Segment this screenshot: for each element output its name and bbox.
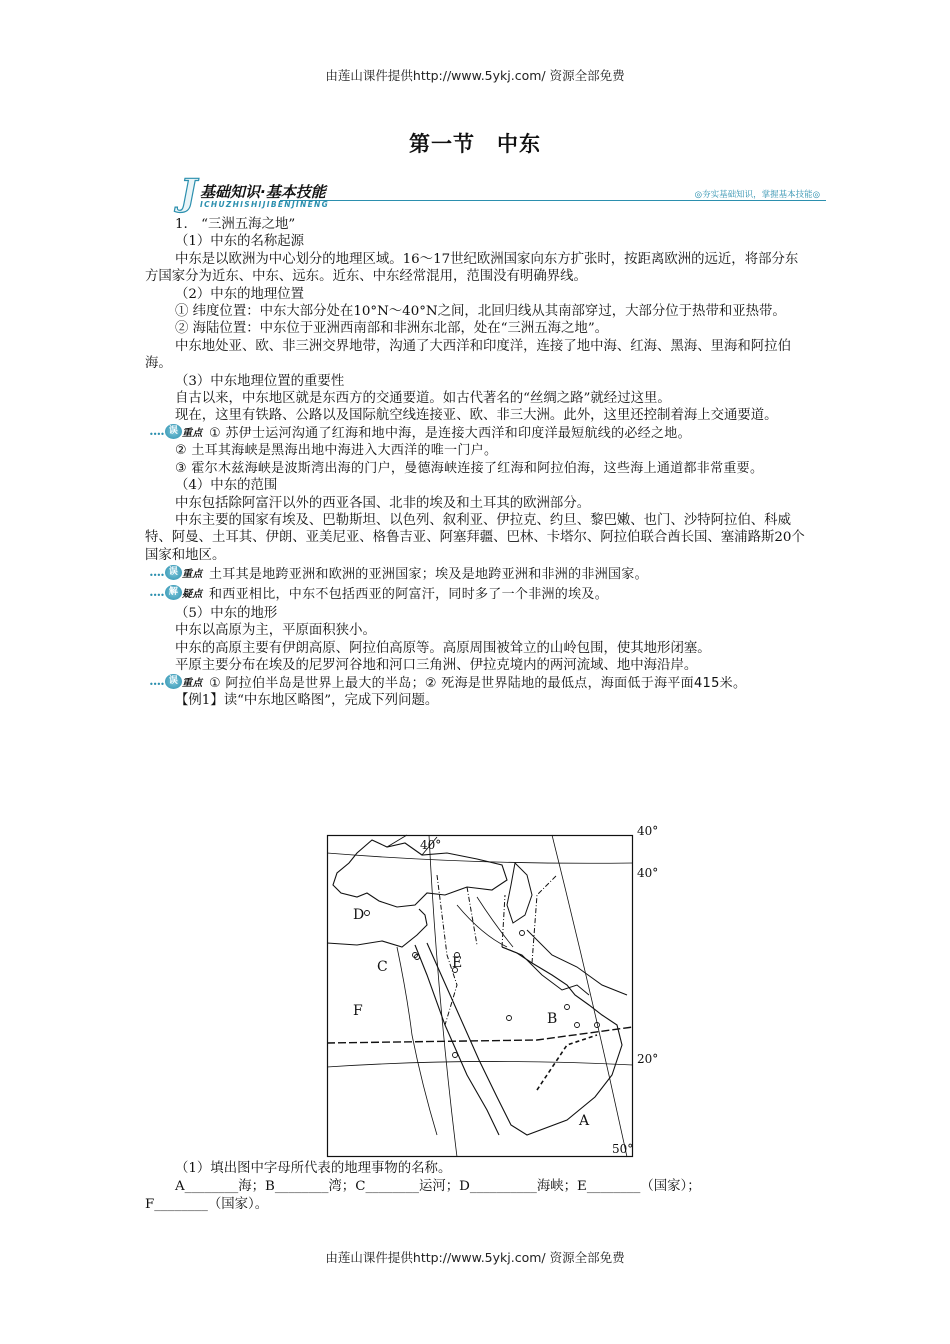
banner-title: 基础知识·基本技能 [200, 183, 326, 201]
paragraph: 现在，这里有铁路、公路以及国际航空线连接亚、欧、非三大洲。此外，这里还控制着海上交通要道。 [175, 408, 778, 424]
map-frame [328, 836, 633, 1157]
map-label-B: B [547, 1011, 558, 1027]
tip-text: 土耳其是地跨亚洲和欧洲的亚洲国家；埃及是地跨亚洲和非洲的非洲国家。 [209, 567, 648, 583]
paragraph: ② 海陆位置：中东位于亚洲西南部和非洲东北部，处在“三洲五海之地”。 [175, 321, 609, 337]
paragraph: 中东地处亚、欧、非三洲交界地带，沟通了大西洋和印度洋，连接了地中海、红海、黑海、里海和阿拉伯海。 [145, 338, 791, 372]
subsection-heading: （1）中东的名称起源 [175, 234, 305, 250]
banner-rule [280, 200, 826, 201]
map-label-D: D [353, 907, 365, 923]
doubt-point-note [145, 586, 810, 603]
map-label-C: C [377, 959, 388, 975]
section-heading: 1. “三洲五海之地” [175, 217, 296, 232]
key-point-tag: •••• 误 重点 [149, 675, 203, 689]
lat-label-40: 40° [637, 824, 659, 838]
lat-label-20-outer: 20° [637, 1052, 659, 1066]
doubt-point-tag: •••• 解 疑点 [149, 586, 203, 600]
question-blanks: F________（国家）。 [145, 1197, 269, 1212]
subsection-heading: （5）中东的地形 [175, 605, 278, 621]
example-prompt: 【例1】读“中东地区略图”，完成下列问题。 [175, 692, 439, 708]
banner-subtitle: ◎夯实基础知识，掌握基本技能◎ [694, 190, 820, 200]
banner-logo-letter: J [180, 172, 198, 214]
key-point-tag: •••• 误 重点 [149, 425, 203, 439]
tip-text: ③ 霍尔木兹海峡是波斯湾出海的门户，曼德海峡连接了红海和阿拉伯海，这些海上通道都非常重要。 [175, 460, 764, 476]
key-point-note [145, 425, 810, 442]
lon-label-40: 40° [420, 838, 442, 852]
key-point-tag: •••• 误 重点 [149, 567, 203, 581]
page-header: 由莲山课件提供http://www.5ykj.com/ 资源全部免费 [325, 68, 625, 83]
banner-pinyin: ICHUZHISHIJIBENJINENG [200, 200, 330, 209]
subsection-heading: （4）中东的范围 [175, 478, 278, 494]
tip-text: 和西亚相比，中东不包括西亚的阿富汗，同时多了一个非洲的埃及。 [209, 586, 609, 602]
question-text: （1）填出图中字母所代表的地理事物的名称。 [175, 1161, 452, 1176]
paragraph: 中东以高原为主，平原面积狭小。 [175, 623, 376, 639]
map-label-E: E [452, 955, 463, 971]
paragraph: ① 纬度位置：中东大部分处在10°N～40°N之间，北回归线从其南部穿过，大部分位于热带和亚热带。 [175, 304, 786, 320]
key-point-note [145, 566, 810, 583]
paragraph: 平原主要分布在埃及的尼罗河谷地和河口三角洲、伊拉克境内的两河流域、地中海沿岸。 [175, 658, 698, 674]
tip-text: ② 土耳其海峡是黑海出地中海进入大西洋的唯一门户。 [175, 443, 498, 459]
paragraph: 中东主要的国家有埃及、巴勒斯坦、以色列、叙利亚、伊拉克、约旦、黎巴嫩、也门、沙特阿拉伯、科威特、阿曼、土耳其、伊朗、亚美尼亚、格鲁吉亚、阿塞拜疆、巴林、卡塔尔、阿拉伯联合酋长国、塞浦路斯20个国家和地区。 [145, 512, 805, 563]
lat-label-40-outer: 40° [637, 866, 659, 880]
paragraph: 中东是以欧洲为中心划分的地理区域。16～17世纪欧洲国家向东方扩张时，按距离欧洲的远近，将部分东方国家分为近东、中东、远东。近东、中东经常混用，范围没有明确界线。 [145, 251, 799, 285]
page-footer: 由莲山课件提供http://www.5ykj.com/ 资源全部免费 [325, 1250, 625, 1265]
subsection-heading: （3）中东地理位置的重要性 [175, 373, 345, 389]
subsection-heading: （2）中东的地理位置 [175, 286, 305, 302]
tip-text: ① 阿拉伯半岛是世界上最大的半岛；② 死海是世界陆地的最低点，海面低于海平面415米。 [209, 675, 747, 691]
question-blanks: A________海；B________湾；C________运河；D__________海峡；E________（国家）； [175, 1179, 701, 1194]
map-label-A: A [579, 1113, 590, 1129]
section-banner [180, 172, 826, 214]
page-title: 第一节 中东 [409, 132, 541, 156]
key-point-note [145, 675, 810, 692]
paragraph: 中东包括除阿富汗以外的西亚各国、北非的埃及和土耳其的欧洲部分。 [175, 495, 591, 511]
paragraph: 自古以来，中东地区就是东西方的交通要道。如古代著名的“丝绸之路”就经过这里。 [175, 391, 671, 407]
paragraph: 中东的高原主要有伊朗高原、阿拉伯高原等。高原周围被耸立的山岭包围，使其地形闭塞。 [175, 640, 711, 656]
map-label-F: F [353, 1003, 363, 1019]
question-1 [145, 1160, 815, 1214]
lon-label-50: 50° [612, 1142, 634, 1156]
body-content [145, 216, 810, 709]
tip-text: ① 苏伊士运河沟通了红海和地中海，是连接大西洋和印度洋最短航线的必经之地。 [209, 425, 691, 441]
